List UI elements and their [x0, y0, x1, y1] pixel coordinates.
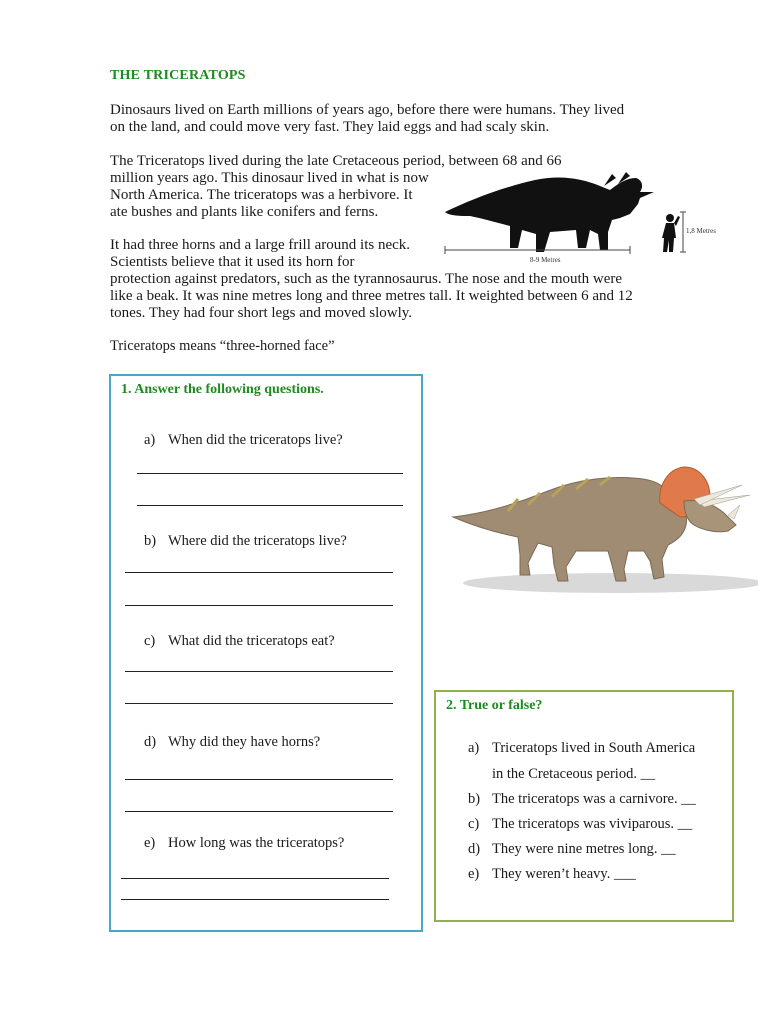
name-meaning: Triceratops means “three-horned face” — [110, 338, 335, 354]
text-line: Dinosaurs lived on Earth millions of years ago, before there were humans. They lived — [110, 102, 625, 118]
human-silhouette-icon — [662, 214, 680, 252]
answer-line[interactable] — [137, 473, 403, 474]
answer-line[interactable] — [125, 572, 393, 573]
statement-d — [468, 841, 676, 858]
statement-text: The triceratops was a carnivore. __ — [492, 791, 696, 807]
intro-paragraph — [110, 102, 624, 136]
triceratops-silhouette-icon — [445, 172, 654, 252]
text-line: million years ago. This dinosaur lived in what is now — [110, 170, 429, 186]
statement-a-cont — [468, 766, 655, 783]
statement-text: The triceratops was viviparous. __ — [492, 816, 693, 832]
true-false-title: 2. True or false? — [446, 698, 543, 713]
text-line: It had three horns and a large frill around its neck. — [110, 237, 411, 253]
question-e — [144, 835, 344, 852]
text-line: protection against predators, such as the tyrannosaurus. The nose and the mouth were — [110, 271, 623, 287]
statement-label: a) — [468, 740, 480, 756]
question-d — [144, 734, 320, 751]
statement-label: e) — [468, 866, 480, 882]
question-label: a) — [144, 432, 156, 448]
text-line: ate bushes and plants like conifers and ferns. — [110, 204, 379, 220]
text-line: tones. They had four short legs and moved slowly. — [110, 305, 413, 321]
size-comparison-figure — [440, 170, 730, 270]
true-false-box — [434, 690, 734, 922]
triceratops-illustration — [448, 455, 758, 600]
text-line: Scientists believe that it used its horn for — [110, 254, 355, 270]
question-label: b) — [144, 533, 157, 549]
statement-label: b) — [468, 791, 481, 807]
answer-line[interactable] — [121, 878, 389, 879]
statement-a — [468, 740, 695, 757]
question-text: What did the triceratops eat? — [168, 633, 335, 649]
question-text: Where did the triceratops live? — [168, 533, 347, 549]
question-label: d) — [144, 734, 157, 750]
statement-text: They were nine metres long. __ — [492, 841, 676, 857]
statement-text: Triceratops lived in South America — [492, 740, 696, 756]
answer-line[interactable] — [137, 505, 403, 506]
question-text: When did the triceratops live? — [168, 432, 343, 448]
length-label: 8-9 Metres — [530, 256, 561, 264]
answer-line[interactable] — [125, 703, 393, 704]
question-text: How long was the triceratops? — [168, 835, 345, 851]
ground-shadow — [463, 573, 758, 593]
question-text: Why did they have horns? — [168, 734, 321, 750]
question-c — [144, 633, 335, 650]
question-label: e) — [144, 835, 156, 851]
question-a — [144, 432, 343, 449]
text-line: The Triceratops lived during the late Cretaceous period, between 68 and 66 — [110, 153, 562, 169]
questions-title: 1. Answer the following questions. — [121, 382, 324, 397]
text-line: North America. The triceratops was a herbivore. It — [110, 187, 413, 203]
answer-line[interactable] — [125, 811, 393, 812]
answer-line[interactable] — [125, 671, 393, 672]
nose-horn-icon — [728, 505, 740, 519]
text-line: on the land, and could move very fast. They laid eggs and had scaly skin. — [110, 119, 550, 135]
question-label: c) — [144, 633, 156, 649]
text-line: like a beak. It was nine metres long and three metres tall. It weighted between 6 and 12 — [110, 288, 633, 304]
answer-line[interactable] — [125, 779, 393, 780]
statement-b — [468, 791, 696, 808]
statement-c — [468, 816, 692, 833]
statement-label: c) — [468, 816, 480, 832]
height-label: 1,8 Metres — [686, 227, 716, 235]
statement-e — [468, 866, 636, 883]
statement-label: d) — [468, 841, 481, 857]
statement-text: They weren’t heavy. ___ — [492, 866, 636, 882]
answer-line[interactable] — [121, 899, 389, 900]
statement-text: in the Cretaceous period. __ — [492, 766, 656, 782]
question-b — [144, 533, 347, 550]
dino-body — [453, 478, 687, 582]
answer-line[interactable] — [125, 605, 393, 606]
page-title: THE TRICERATOPS — [110, 68, 246, 83]
questions-box — [109, 374, 423, 932]
